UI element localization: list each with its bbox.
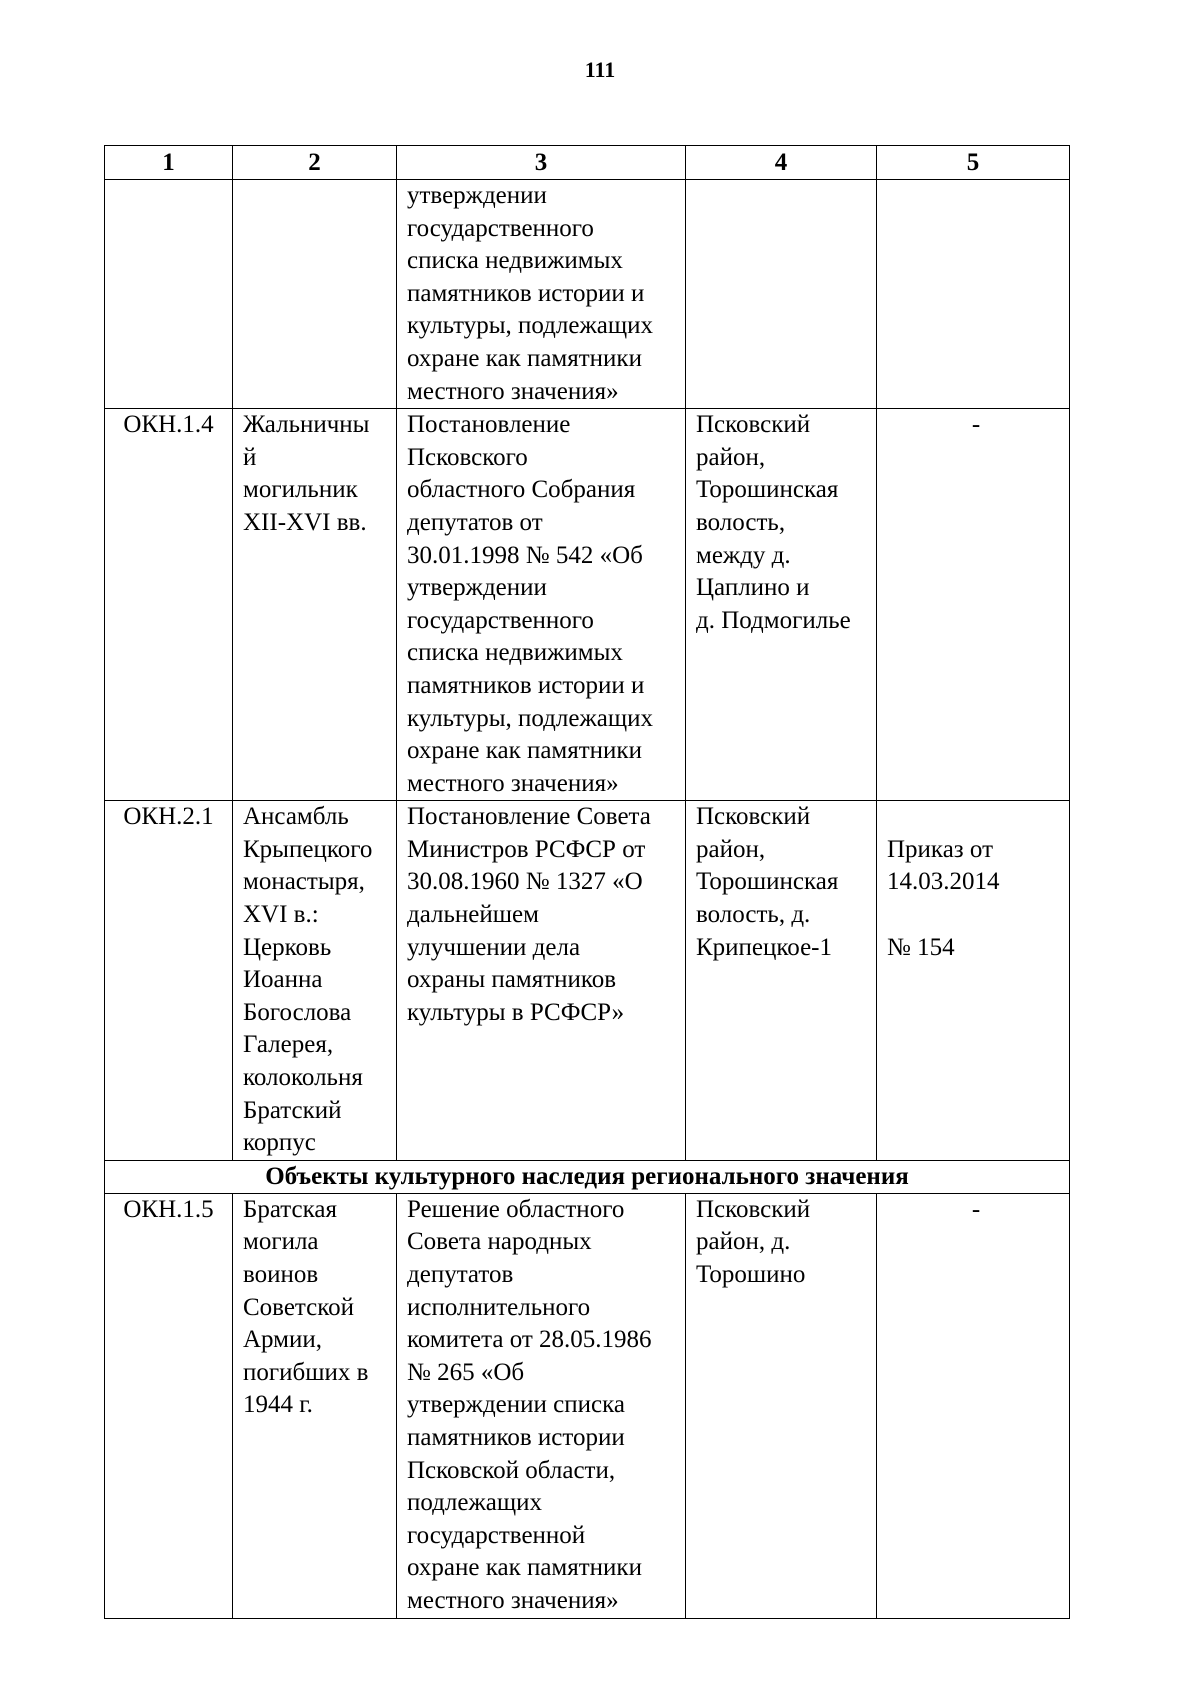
column-header-1: 1 xyxy=(105,146,233,180)
cell-order: - xyxy=(877,1193,1070,1618)
cell-id: ОКН.2.1 xyxy=(105,801,233,1161)
column-header-5: 5 xyxy=(877,146,1070,180)
cell-document: Решение областного Совета народных депутатов исполнительного комитета от 28.05.1986 № 265 «Об утверждении списка памятников истории Псковской области, подлежащих государственной охране как памятники местного значения» xyxy=(397,1193,686,1618)
page-number: 111 xyxy=(584,57,616,82)
cell-name xyxy=(233,180,397,409)
cell-name: Жальничны й могильник XII-XVI вв. xyxy=(233,409,397,801)
column-header-4: 4 xyxy=(686,146,877,180)
cell-id xyxy=(105,180,233,409)
cell-order xyxy=(877,180,1070,409)
cell-document: утверждении государственного списка недвижимых памятников истории и культуры, подлежащих охране как памятники местного значения» xyxy=(397,180,686,409)
cell-id: ОКН.1.5 xyxy=(105,1193,233,1618)
column-header-2: 2 xyxy=(233,146,397,180)
cell-location: Псковский район, д. Торошино xyxy=(686,1193,877,1618)
cell-name: Ансамбль Крыпецкого монастыря, XVI в.: Церковь Иоанна Богослова Галерея, колокольня Братский корпус xyxy=(233,801,397,1161)
table-row xyxy=(105,409,1070,801)
cell-document: Постановление Совета Министров РСФСР от 30.08.1960 № 1327 «О дальнейшем улучшении дела охраны памятников культуры в РСФСР» xyxy=(397,801,686,1161)
heritage-objects-table xyxy=(104,145,1070,1619)
table-row xyxy=(105,180,1070,409)
cell-location xyxy=(686,180,877,409)
cell-location: Псковский район, Торошинская волость, д. Крипецкое-1 xyxy=(686,801,877,1161)
order-number: № 154 xyxy=(887,933,955,961)
section-heading: Объекты культурного наследия регионального значения xyxy=(105,1160,1070,1193)
cell-id: ОКН.1.4 xyxy=(105,409,233,801)
order-date: Приказ от 14.03.2014 xyxy=(887,835,1000,896)
cell-document: Постановление Псковского областного Собрания депутатов от 30.01.1998 № 542 «Об утверждении государственного списка недвижимых памятников истории и культуры, подлежащих охране как памятники местного значения» xyxy=(397,409,686,801)
table-row xyxy=(105,1193,1070,1618)
cell-order xyxy=(877,801,1070,1161)
column-header-3: 3 xyxy=(397,146,686,180)
section-heading-row xyxy=(105,1160,1070,1193)
cell-location: Псковский район, Торошинская волость, между д. Цаплино и д. Подмогилье xyxy=(686,409,877,801)
table-row xyxy=(105,801,1070,1161)
table-header-row xyxy=(105,146,1070,180)
cell-order: - xyxy=(877,409,1070,801)
cell-name: Братская могила воинов Советской Армии, погибших в 1944 г. xyxy=(233,1193,397,1618)
